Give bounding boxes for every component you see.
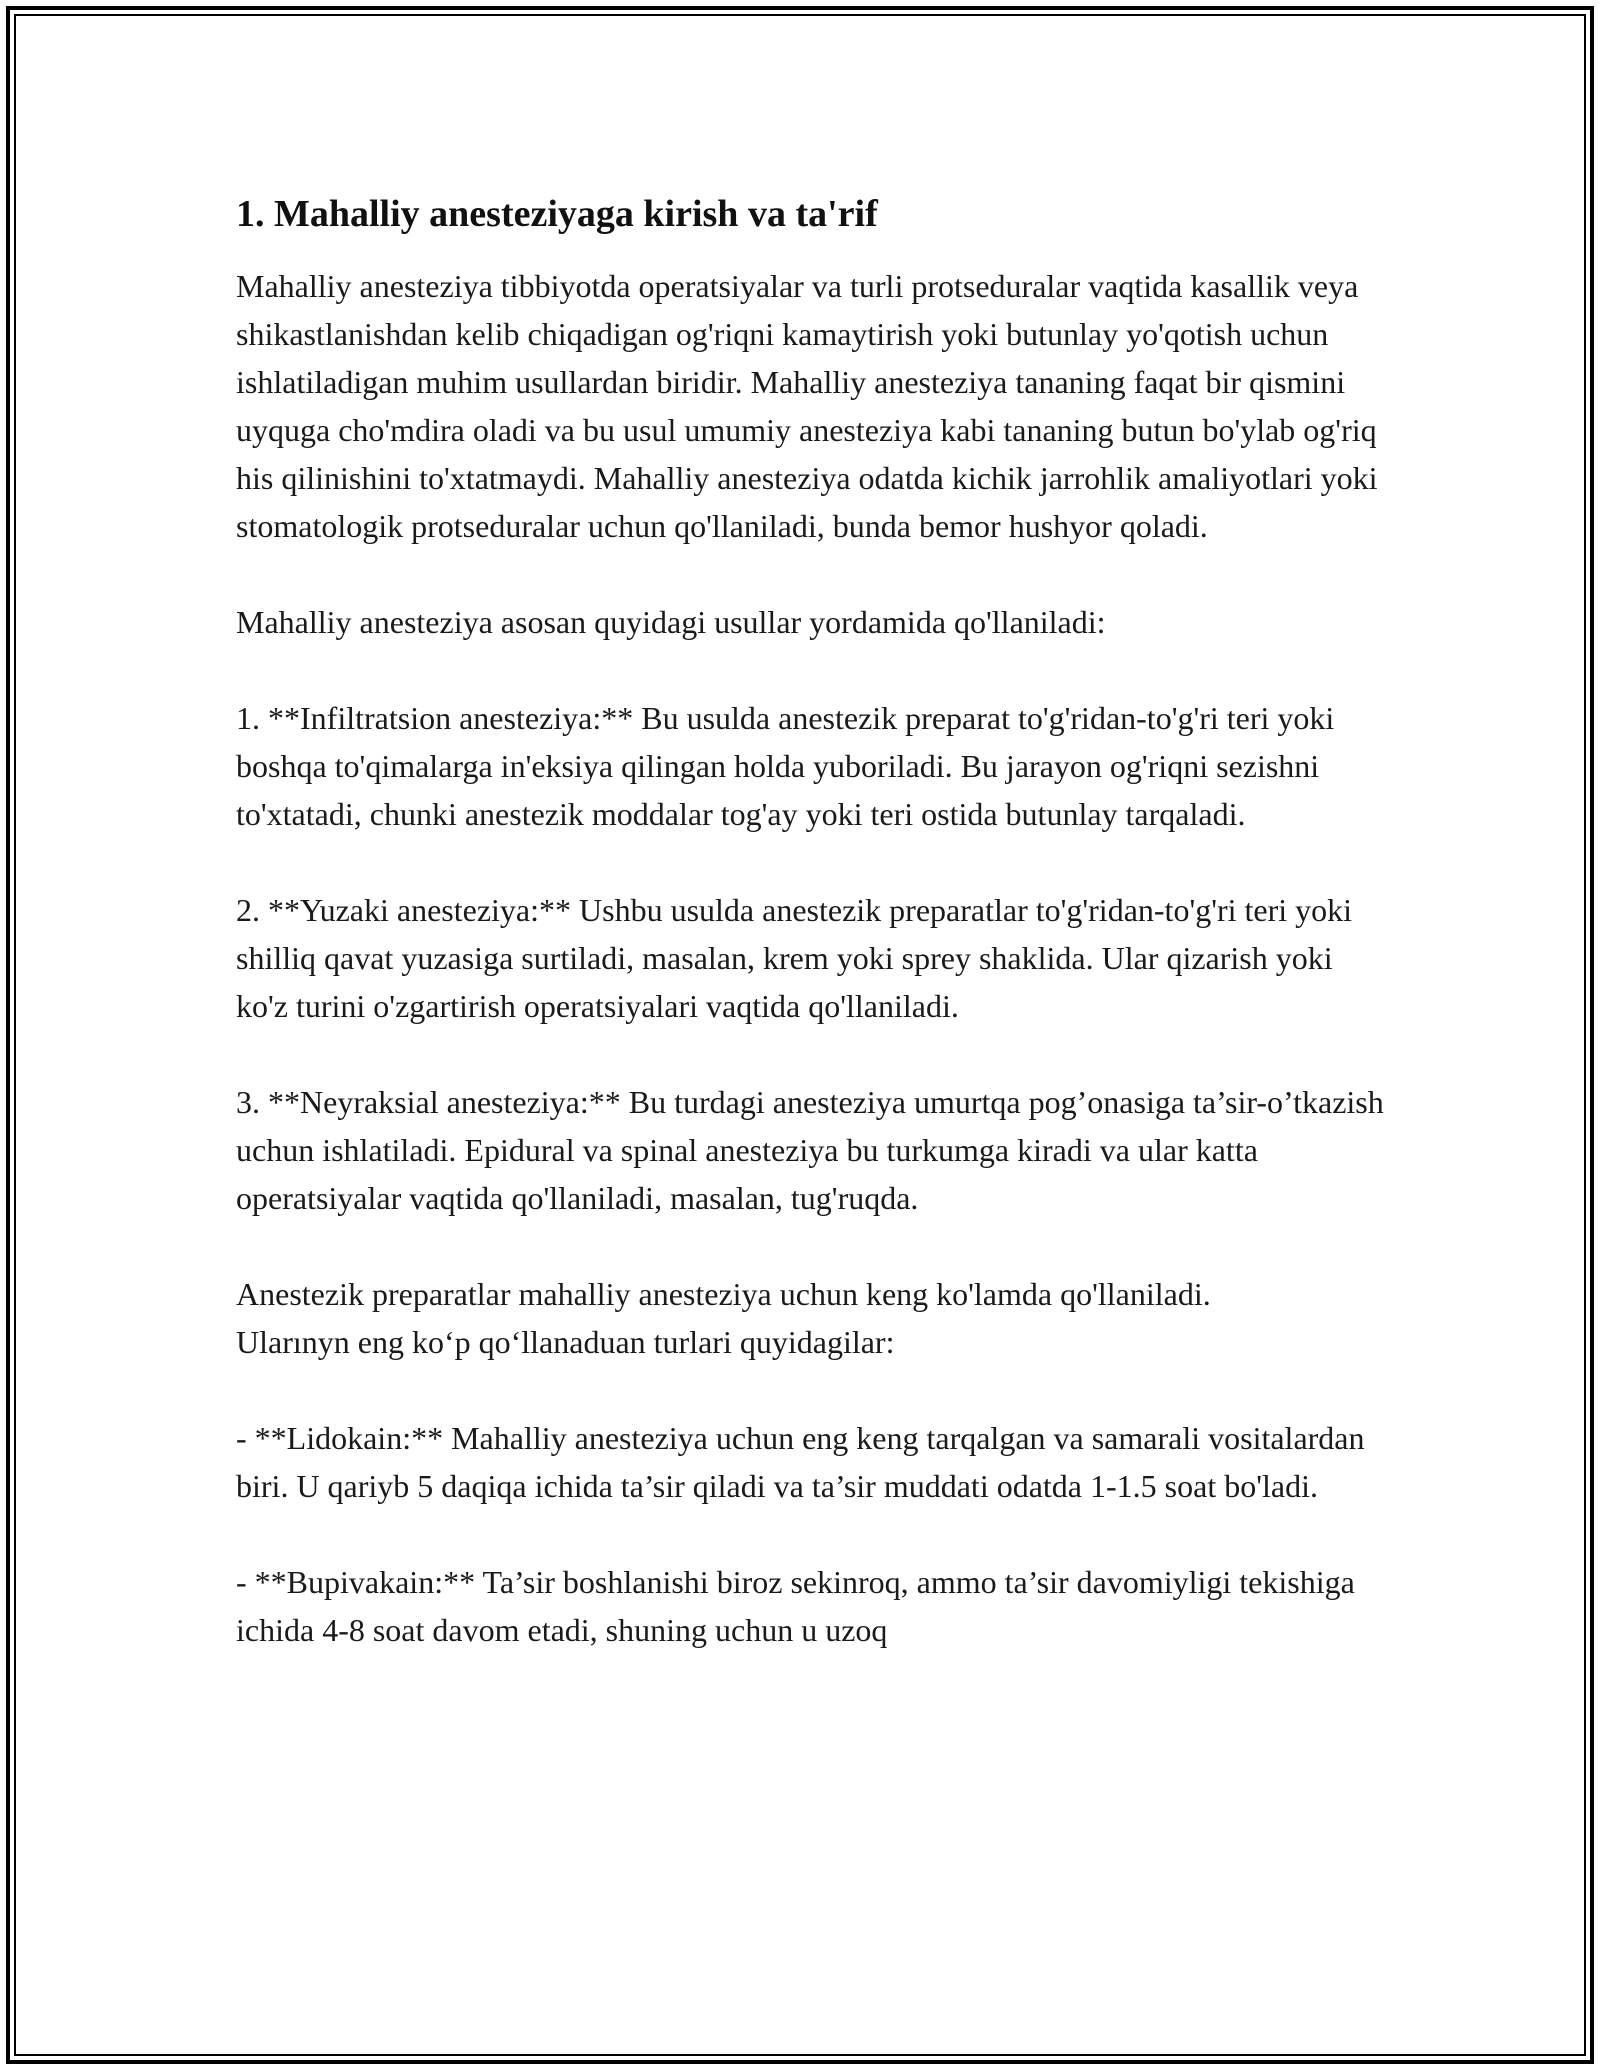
preparations-intro-paragraph: Anestezik preparatlar mahalliy anesteziya uchun keng ko'lamda qo'llaniladi. Ularınyn eng ko‘p qo‘llanaduan turlari quyidagilar: — [236, 1276, 1211, 1360]
infiltration-paragraph: 1. **Infiltratsion anesteziya:** Bu usulda anestezik preparat to'g'ridan-to'g'ri teri yoki boshqa to'qimalarga in'eksiya qilingan holda yuboriladi. Bu jarayon og'riqni sezishni to'xtatadi, chunki anestezik moddalar tog'ay yoki teri ostida butunlay tarqaladi. — [236, 700, 1335, 832]
methods-intro-paragraph: Mahalliy anesteziya asosan quyidagi usullar yordamida qo'llaniladi: — [236, 604, 1106, 640]
intro-paragraph: Mahalliy anesteziya tibbiyotda operatsiyalar va turli protseduralar vaqtida kasallik veya shikastlanishdan kelib chiqadigan og'riqni kamaytirish yoki butunlay yo'qotish uchun ishlatiladigan muhim usullardan biridir. Mahalliy anesteziya tananing faqat bir qismini uyquga cho'mdira oladi va bu usul umumiy anesteziya kabi tananing butun bo'ylab og'riq his qilinishini to'xtatmaydi. Mahalliy anesteziya odatda kichik jarrohlik amaliyotlari yoki stomatologik protseduralar uchun qo'llaniladi, bunda bemor hushyor qoladi. — [236, 268, 1378, 544]
surface-paragraph: 2. **Yuzaki anesteziya:** Ushbu usulda anestezik preparatlar to'g'ridan-to'g'ri teri yoki shilliq qavat yuzasiga surtiladi, masalan, krem yoki sprey shaklida. Ular qizarish yoki ko'z turini o'zgartirish operatsiyalari vaqtida qo'llaniladi. — [236, 892, 1353, 1024]
bupivacaine-paragraph: - **Bupivakain:** Ta’sir boshlanishi biroz sekinroq, ammo ta’sir davomiyligi tekishiga ichida 4-8 soat davom etadi, shuning uchun u uzoq — [236, 1564, 1355, 1648]
lidocaine-paragraph: - **Lidokain:** Mahalliy anesteziya uchun eng keng tarqalgan va samarali vositalardan biri. U qariyb 5 daqiqa ichida ta’sir qiladi va ta’sir muddati odatda 1-1.5 soat bo'ladi. — [236, 1420, 1365, 1504]
neuraxial-paragraph: 3. **Neyraksial anesteziya:** Bu turdagi anesteziya umurtqa pog’onasiga ta’sir-o’tkazish uchun ishlatiladi. Epidural va spinal anesteziya bu turkumga kiradi va ular katta operatsiyalar vaqtida qo'llaniladi, masalan, tug'ruqda. — [236, 1084, 1384, 1216]
section-heading: 1. Mahalliy anesteziyaga kirish va ta'rif — [236, 193, 878, 235]
document-body — [236, 188, 1386, 1702]
